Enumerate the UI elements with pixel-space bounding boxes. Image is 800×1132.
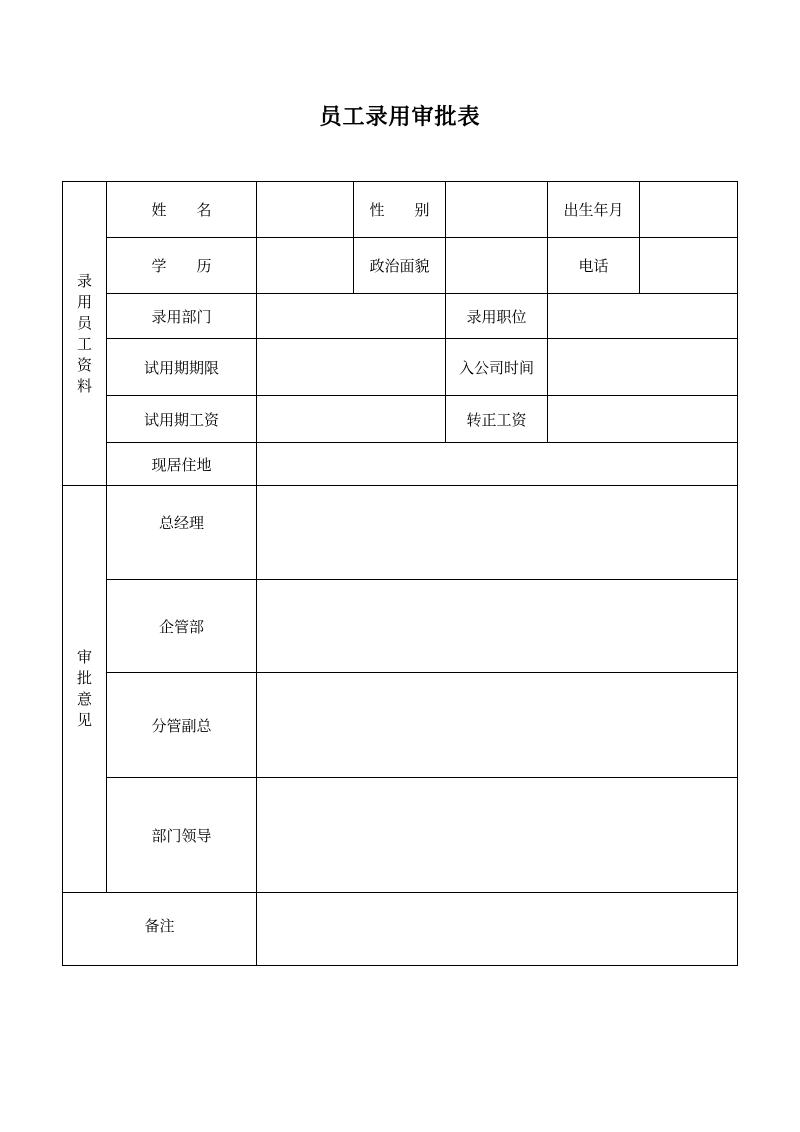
label-probation-salary: 试用期工资: [107, 396, 257, 443]
row-mgmt-dept: [63, 580, 738, 673]
label-position: 录用职位: [446, 294, 548, 339]
row-vp: [63, 673, 738, 778]
row-dept-leader: [63, 778, 738, 893]
row-remarks: [63, 893, 738, 966]
field-position[interactable]: [548, 294, 738, 339]
label-dept-leader: 部门领导: [107, 778, 257, 893]
label-education: 学 历: [107, 238, 257, 294]
field-mgmt-dept[interactable]: [257, 580, 738, 673]
approval-form: [62, 181, 738, 966]
label-phone: 电话: [548, 238, 640, 294]
label-gm: 总经理: [107, 486, 257, 580]
field-birth[interactable]: [640, 182, 738, 238]
field-regular-salary[interactable]: [548, 396, 738, 443]
label-join-date: 入公司时间: [446, 339, 548, 396]
field-remarks[interactable]: [257, 893, 738, 966]
section-approval: 审 批 意 见: [63, 486, 107, 893]
label-birth: 出生年月: [548, 182, 640, 238]
row-address: [63, 443, 738, 486]
field-political[interactable]: [446, 238, 548, 294]
row-salary: [63, 396, 738, 443]
field-address[interactable]: [257, 443, 738, 486]
row-education: [63, 238, 738, 294]
field-join-date[interactable]: [548, 339, 738, 396]
page-title: 员工录用审批表: [319, 105, 481, 130]
field-phone[interactable]: [640, 238, 738, 294]
label-dept: 录用部门: [107, 294, 257, 339]
field-probation[interactable]: [257, 339, 446, 396]
label-name: 姓 名: [107, 182, 257, 238]
field-vp[interactable]: [257, 673, 738, 778]
field-gm[interactable]: [257, 486, 738, 580]
row-dept: [63, 294, 738, 339]
label-gender: 性 别: [354, 182, 446, 238]
label-probation: 试用期期限: [107, 339, 257, 396]
field-probation-salary[interactable]: [257, 396, 446, 443]
row-probation: [63, 339, 738, 396]
label-regular-salary: 转正工资: [446, 396, 548, 443]
field-education[interactable]: [257, 238, 354, 294]
field-dept-leader[interactable]: [257, 778, 738, 893]
label-mgmt-dept: 企管部: [107, 580, 257, 673]
field-gender[interactable]: [446, 182, 548, 238]
row-name: [63, 182, 738, 238]
label-address: 现居住地: [107, 443, 257, 486]
field-name[interactable]: [257, 182, 354, 238]
label-vp: 分管副总: [107, 673, 257, 778]
label-remarks: 备注: [63, 893, 257, 966]
label-political: 政治面貌: [354, 238, 446, 294]
section-employee-info: 录 用 员 工 资 料: [63, 182, 107, 486]
field-dept[interactable]: [257, 294, 446, 339]
row-gm: [63, 486, 738, 580]
